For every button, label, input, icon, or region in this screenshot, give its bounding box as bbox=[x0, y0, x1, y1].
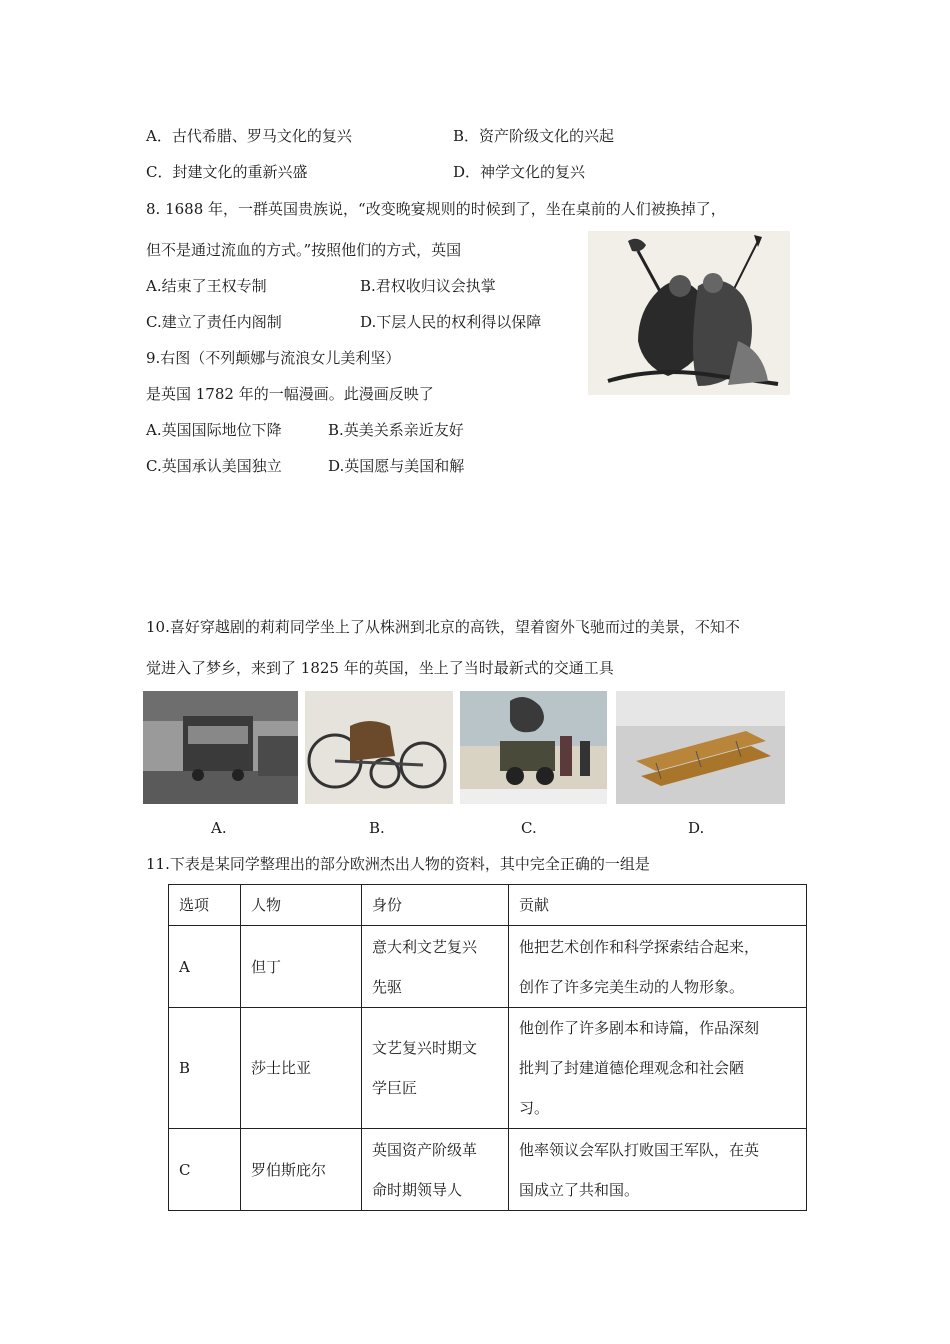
q10-label-c: C. bbox=[521, 819, 537, 837]
q7-option-c: C．封建文化的重新兴盛 bbox=[146, 163, 308, 181]
contribution-line: 创作了许多完美生动的人物形象。 bbox=[519, 977, 745, 996]
header-person: 人物 bbox=[241, 885, 362, 926]
q7-option-a: A．古代希腊、罗马文化的复兴 bbox=[146, 127, 352, 145]
q8-option-c: C.建立了责任内阁制 bbox=[146, 313, 282, 331]
row-option: B bbox=[169, 1008, 241, 1129]
q9-option-b: B.英美关系亲近友好 bbox=[328, 421, 464, 439]
row-option: A bbox=[169, 926, 241, 1008]
contribution-line: 国成立了共和国。 bbox=[519, 1180, 640, 1199]
tram-photo bbox=[143, 691, 298, 804]
q10-label-d: D. bbox=[688, 819, 705, 837]
identity-line: 命时期领导人 bbox=[372, 1180, 463, 1199]
q8-stem-line1: 8. 1688 年，一群英国贵族说，“改变晚宴规则的时候到了，坐在桌前的人们被换掉了， bbox=[146, 200, 726, 218]
header-identity: 身份 bbox=[362, 885, 509, 926]
q9-option-c: C.英国承认美国独立 bbox=[146, 457, 282, 475]
q10-label-b: B. bbox=[369, 819, 385, 837]
row-person: 罗伯斯庇尔 bbox=[241, 1129, 362, 1211]
q9-option-d: D.英国愿与美国和解 bbox=[328, 457, 465, 475]
q11-stem: 11.下表是某同学整理出的部分欧洲杰出人物的资料，其中完全正确的一组是 bbox=[146, 855, 650, 873]
table-row bbox=[169, 926, 807, 1008]
q8-option-a: A.结束了王权专制 bbox=[146, 277, 267, 295]
table-header-row bbox=[169, 885, 807, 926]
q10-stem-line1: 10.喜好穿越剧的莉莉同学坐上了从株洲到北京的高铁，望着窗外飞驰而过的美景，不知不 bbox=[146, 618, 740, 636]
row-option: C bbox=[169, 1129, 241, 1211]
q7-option-d: D．神学文化的复兴 bbox=[453, 163, 586, 181]
q9-stem-line2: 是英国 1782 年的一幅漫画。此漫画反映了 bbox=[146, 385, 434, 403]
q10-stem-line2: 觉进入了梦乡，来到了 1825 年的英国，坐上了当时最新式的交通工具 bbox=[146, 659, 614, 677]
row-person: 但丁 bbox=[241, 926, 362, 1008]
identity-line: 先驱 bbox=[372, 977, 403, 996]
row-person: 莎士比亚 bbox=[241, 1008, 362, 1129]
q7-option-b: B．资产阶级文化的兴起 bbox=[453, 127, 615, 145]
airplane-photo bbox=[616, 691, 785, 804]
locomotive-painting bbox=[460, 691, 607, 804]
identity-line: 意大利文艺复兴 bbox=[372, 937, 478, 956]
contribution-line: 习。 bbox=[519, 1099, 550, 1117]
q11-table bbox=[168, 884, 807, 1211]
contribution-line: 他把艺术创作和科学探索结合起来， bbox=[519, 937, 760, 956]
header-option: 选项 bbox=[169, 885, 241, 926]
q8-stem-line2: 但不是通过流血的方式。”按照他们的方式，英国 bbox=[146, 241, 462, 259]
q9-option-a: A.英国国际地位下降 bbox=[146, 421, 282, 439]
q8-option-d: D.下层人民的权利得以保障 bbox=[360, 313, 542, 331]
contribution-line: 他创作了许多剧本和诗篇，作品深刻 bbox=[519, 1019, 760, 1037]
q10-label-a: A. bbox=[211, 819, 227, 837]
q9-stem-line1: 9.右图（不列颠娜与流浪女儿美利坚） bbox=[146, 349, 401, 367]
identity-line: 学巨匠 bbox=[372, 1079, 418, 1097]
cartoon-image bbox=[588, 231, 790, 395]
header-contribution: 贡献 bbox=[509, 885, 807, 926]
early-car-photo bbox=[305, 691, 453, 804]
contribution-line: 批判了封建道德伦理观念和社会陋 bbox=[519, 1059, 745, 1077]
contribution-line: 他率领议会军队打败国王军队，在英 bbox=[519, 1140, 760, 1159]
identity-line: 英国资产阶级革 bbox=[372, 1140, 478, 1159]
table-row bbox=[169, 1008, 807, 1129]
identity-line: 文艺复兴时期文 bbox=[372, 1039, 478, 1057]
q8-option-b: B.君权收归议会执掌 bbox=[360, 277, 496, 295]
table-row bbox=[169, 1129, 807, 1211]
